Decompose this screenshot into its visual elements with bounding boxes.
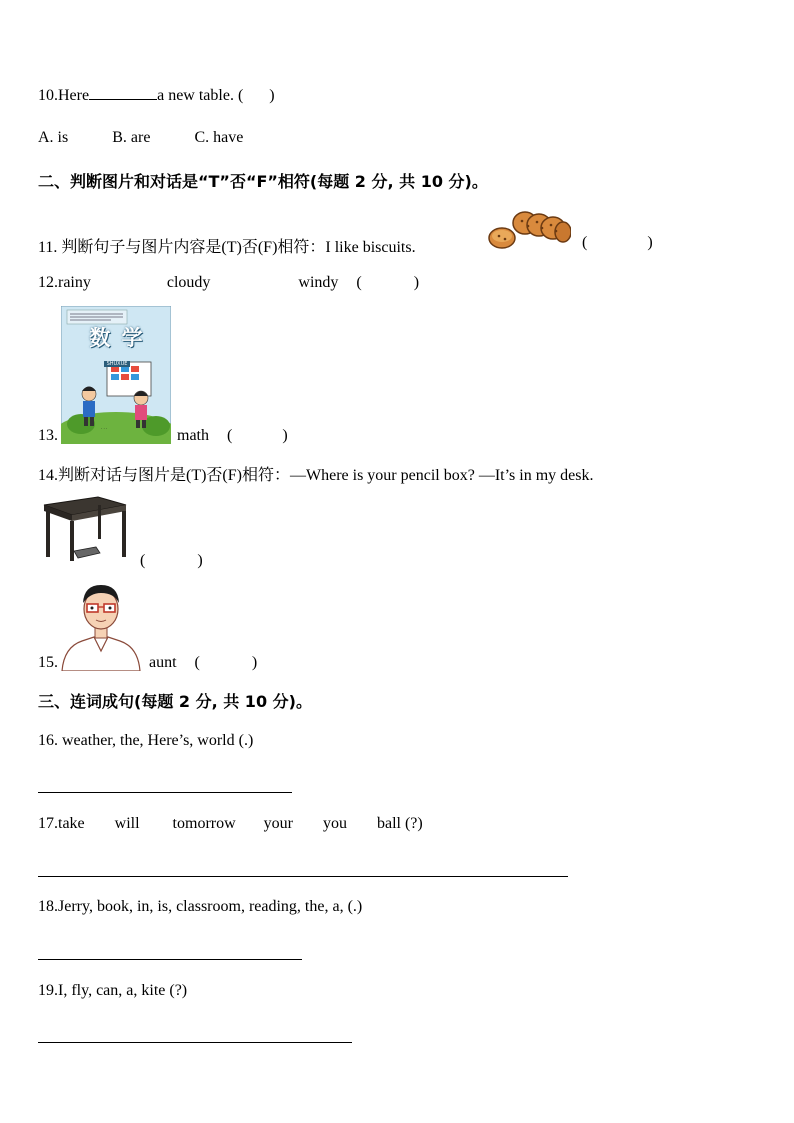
q15-word: aunt	[149, 654, 177, 671]
q12-word-1: 12.rainy	[38, 274, 91, 291]
question-14: 14.判断对话与图片是(T)否(F)相符：—Where is your pencil box? —It’s in my desk.	[38, 467, 594, 484]
q12-answer[interactable]	[356, 274, 419, 291]
q17-word-5: you	[322, 815, 347, 832]
q10-prefix: 10.Here	[38, 87, 90, 104]
q10-option-c: C. have	[194, 129, 244, 146]
q17-word-3: tomorrow	[172, 815, 236, 832]
q13-open-paren: (	[227, 427, 233, 444]
q13-word: math	[177, 427, 209, 444]
q17-answer-line[interactable]	[38, 876, 568, 877]
section-3-title: 三、连词成句(每题 2 分, 共 10 分)。	[38, 692, 312, 711]
question-10	[38, 87, 275, 105]
q10-option-a: A. is	[38, 129, 69, 146]
q17-word-2: will	[114, 815, 140, 832]
book-title	[85, 322, 149, 370]
q11-open-paren: (	[582, 234, 588, 251]
q11-answer[interactable]	[582, 234, 653, 252]
q10-suffix: a new table. (	[157, 87, 244, 104]
question-16: 16. weather, the, Here’s, world (.)	[38, 732, 254, 749]
q11-close-paren: )	[647, 234, 653, 251]
question-18: 18.Jerry, book, in, is, classroom, reading, the, a, (.)	[38, 898, 363, 915]
q12-close-paren: )	[413, 274, 420, 291]
q13-answer[interactable]	[227, 427, 288, 444]
q15-open-paren: (	[194, 654, 200, 671]
man-with-glasses-icon	[60, 577, 142, 671]
biscuits-icon	[487, 208, 571, 252]
q17-word-1: 17.take	[38, 815, 85, 832]
q17-word-4: your	[263, 815, 293, 832]
question-13	[177, 427, 288, 445]
question-19: 19.I, fly, can, a, kite (?)	[38, 982, 188, 999]
q10-options	[38, 129, 243, 147]
q10-close-paren: )	[269, 87, 275, 104]
q12-word-2: cloudy	[166, 274, 211, 291]
q12-open-paren: (	[356, 274, 362, 291]
svg-text:· · ·: · · ·	[101, 426, 108, 431]
book-title-text: 数 学	[89, 325, 145, 350]
q12-word-3: windy	[298, 274, 339, 291]
book-pinyin: SHUXUE	[104, 361, 131, 367]
q16-answer-line[interactable]	[38, 792, 292, 793]
q10-option-b: B. are	[112, 129, 151, 146]
q19-answer-line[interactable]	[38, 1042, 352, 1043]
question-15	[149, 654, 257, 672]
q13-close-paren: )	[282, 427, 288, 444]
q18-answer-line[interactable]	[38, 959, 302, 960]
q17-word-6: ball (?)	[376, 815, 423, 832]
q13-number: 13.	[38, 427, 58, 444]
q14-open-paren: (	[140, 552, 146, 569]
q15-number: 15.	[38, 654, 58, 671]
q15-answer[interactable]	[195, 654, 258, 671]
section-2-title: 二、判断图片和对话是“T”否“F”相符(每题 2 分, 共 10 分)。	[38, 172, 488, 191]
q15-close-paren: )	[251, 654, 258, 671]
question-12	[38, 274, 419, 292]
question-17	[38, 815, 423, 833]
question-11	[38, 234, 416, 257]
q14-close-paren: )	[197, 552, 203, 569]
q11-text: 11. 判断句子与图片内容是(T)否(F)相符：I like biscuits.	[38, 239, 416, 256]
q14-answer[interactable]	[140, 552, 203, 570]
q10-blank[interactable]	[89, 99, 157, 100]
desk-icon	[38, 491, 130, 565]
